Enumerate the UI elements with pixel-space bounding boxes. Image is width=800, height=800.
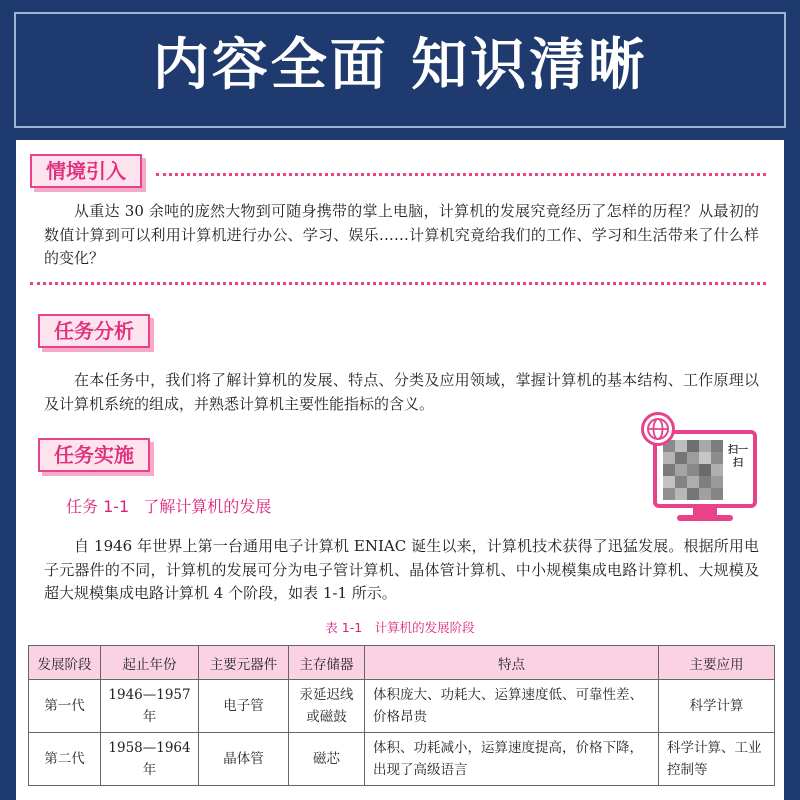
monitor-base [677,515,733,521]
book-page [16,140,784,800]
table-cell: 科学计算 [659,680,775,733]
table-cell: 第二代 [29,733,101,786]
table-header-cell: 发展阶段 [29,646,101,680]
table-row [29,680,775,733]
divider-dotted [156,173,766,176]
table-row [29,733,775,786]
qr-code[interactable] [663,440,723,500]
intro-paragraph: 从重达 30 余吨的庞然大物到可随身携带的掌上电脑，计算机的发展究竟经历了怎样的历程？从最初的数值计算到可以利用计算机进行办公、学习、娱乐……计算机究竟给我们的工作、学习和生活带来了什么样的变化？ [44,202,759,267]
task-title: 了解计算机的发展 [143,497,272,516]
analysis-paragraph: 在本任务中，我们将了解计算机的发展、特点、分类及应用领域，掌握计算机的基本结构、工作原理以及计算机系统的组成，并熟悉计算机主要性能指标的含义。 [44,371,759,413]
table-header-cell: 主要应用 [659,646,775,680]
table-cell: 体积庞大、功耗大、运算速度低、可靠性差、价格昂贵 [365,680,659,733]
table-cell: 1946—1957 年 [101,680,199,733]
development-stages-table [28,645,775,786]
table-header-cell: 主存储器 [289,646,365,680]
tag-intro: 情境引入 [30,154,142,188]
globe-icon [641,412,675,446]
task-number: 任务 1-1 [66,497,130,516]
table-header-cell: 特点 [365,646,659,680]
banner-title: 内容全面 知识清晰 [152,33,648,98]
task-heading [66,494,271,517]
body-paragraph: 自 1946 年世界上第一台通用电子计算机 ENIAC 诞生以来，计算机技术获得了迅猛发展。根据所用电子元器件的不同，计算机的发展可分为电子管计算机、晶体管计算机、中小规模集成电路计算机、大规模及超大规模集成电路计算机 4 个阶段，如表 1-1 所示。 [44,537,759,602]
tag-implementation: 任务实施 [38,438,150,472]
table-cell: 1958—1964 年 [101,733,199,786]
header-banner [0,0,800,138]
table-cell: 科学计算、工业控制等 [659,733,775,786]
table-cell: 汞延迟线或磁鼓 [289,680,365,733]
table-cell: 磁芯 [289,733,365,786]
tag-analysis: 任务分析 [38,314,150,348]
table-caption: 表 1-1 计算机的发展阶段 [325,620,475,635]
table-cell: 电子管 [199,680,289,733]
divider-dotted [30,282,766,285]
qr-code-block[interactable] [641,412,766,527]
table-header-row [29,646,775,680]
scan-label: 扫一扫 [728,445,748,469]
table-header-cell: 起止年份 [101,646,199,680]
table-cell: 体积、功耗减小，运算速度提高，价格下降，出现了高级语言 [365,733,659,786]
table-cell: 第一代 [29,680,101,733]
table-header-cell: 主要元器件 [199,646,289,680]
table-cell: 晶体管 [199,733,289,786]
